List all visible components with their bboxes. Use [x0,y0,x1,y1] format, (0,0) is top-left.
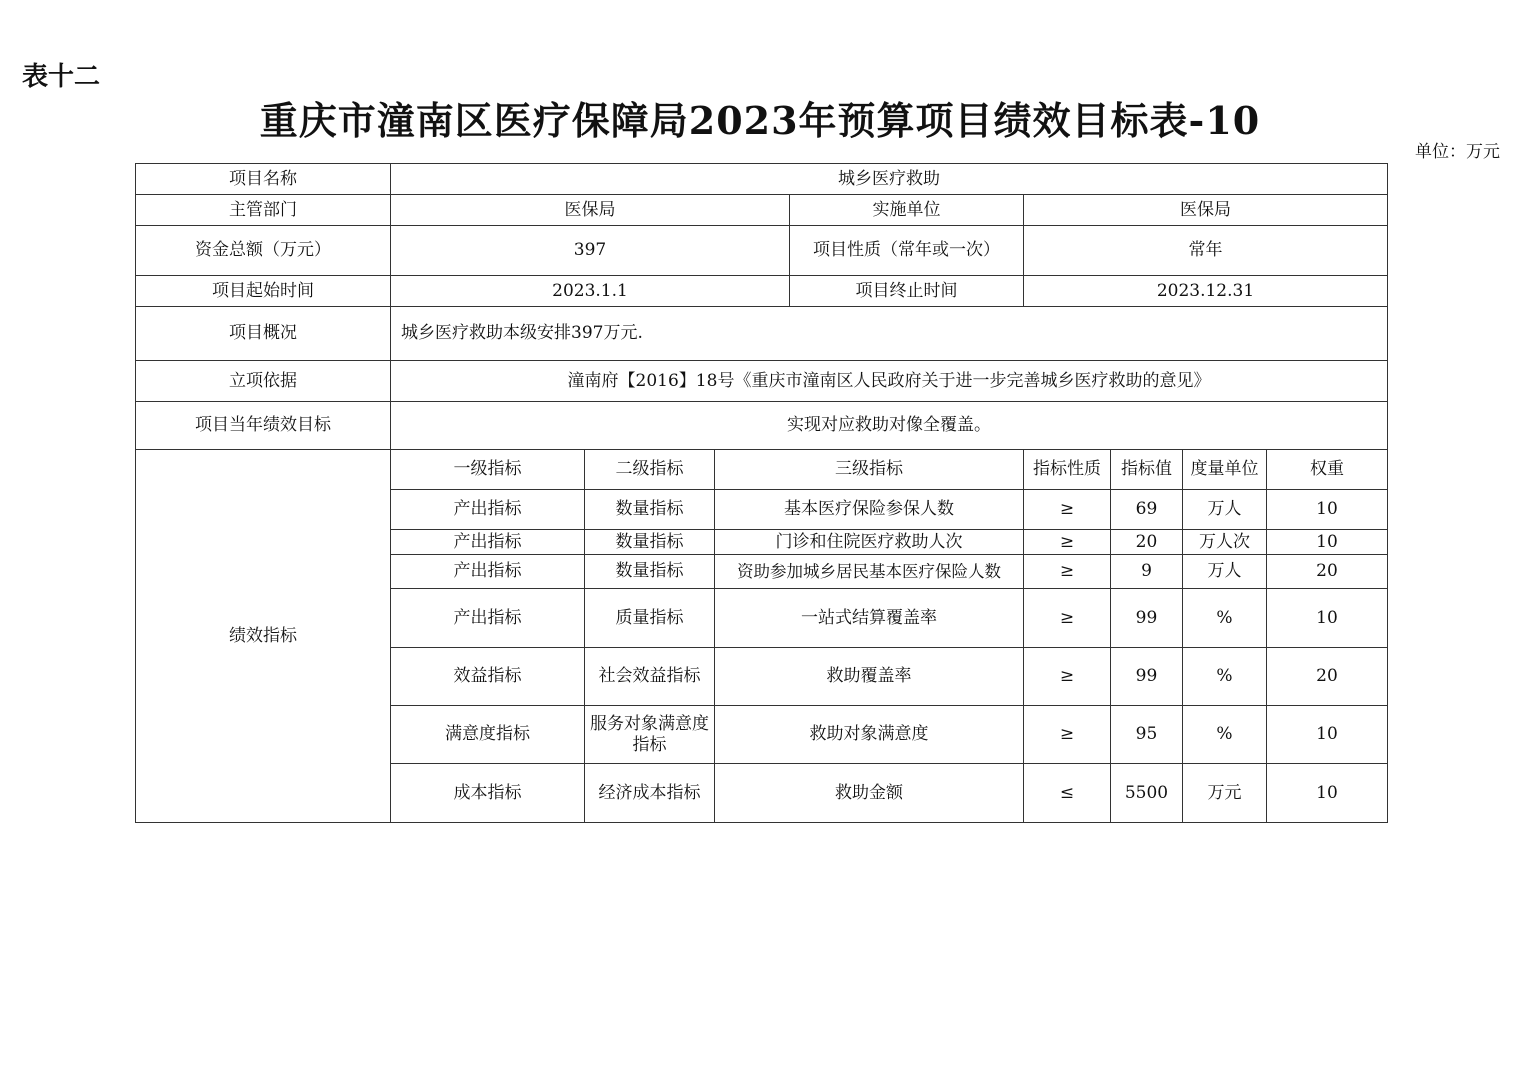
level3-cell: 一站式结算覆盖率 [715,589,1024,648]
level3-cell: 门诊和住院医疗救助人次 [715,530,1024,555]
basis-label: 立项依据 [136,361,391,402]
header-unit: 度量单位 [1183,450,1267,490]
level3-cell: 基本医疗保险参保人数 [715,490,1024,530]
level2-cell: 数量指标 [585,530,715,555]
overview-label: 项目概况 [136,307,391,361]
level1-cell: 效益指标 [391,648,585,706]
start-label: 项目起始时间 [136,276,391,307]
nature-cell: ≥ [1024,555,1111,589]
level1-cell: 产出指标 [391,530,585,555]
level1-cell: 产出指标 [391,490,585,530]
value-cell: 9 [1111,555,1183,589]
level3-cell: 救助覆盖率 [715,648,1024,706]
unit-cell: % [1183,589,1267,648]
weight-cell: 10 [1267,530,1388,555]
unit-label: 单位：万元 [1415,142,1500,162]
value-cell: 20 [1111,530,1183,555]
end-value: 2023.12.31 [1024,276,1388,307]
weight-cell: 10 [1267,764,1388,823]
unit-cell: 万元 [1183,764,1267,823]
overview-value: 城乡医疗救助本级安排397万元. [391,307,1388,361]
weight-cell: 20 [1267,648,1388,706]
impl-unit-label: 实施单位 [790,195,1024,226]
unit-cell: % [1183,648,1267,706]
basis-value: 潼南府【2016】18号《重庆市潼南区人民政府关于进一步完善城乡医疗救助的意见》 [391,361,1388,402]
impl-unit-value: 医保局 [1024,195,1388,226]
unit-cell: 万人次 [1183,530,1267,555]
funds-label: 资金总额（万元） [136,226,391,276]
nature-cell: ≥ [1024,648,1111,706]
dept-value: 医保局 [391,195,790,226]
level2-cell: 数量指标 [585,490,715,530]
project-name-value: 城乡医疗救助 [391,164,1388,195]
weight-cell: 10 [1267,706,1388,764]
row-basis [136,361,1388,402]
nature-cell: ≥ [1024,530,1111,555]
level2-cell: 质量指标 [585,589,715,648]
row-period [136,276,1388,307]
indicator-header-row [136,450,1388,490]
row-goal [136,402,1388,450]
level2-cell: 经济成本指标 [585,764,715,823]
unit-cell: % [1183,706,1267,764]
weight-cell: 20 [1267,555,1388,589]
goal-label: 项目当年绩效目标 [136,402,391,450]
level2-cell: 服务对象满意度指标 [585,706,715,764]
page-title: 重庆市潼南区医疗保障局2023年预算项目绩效目标表-10 [259,98,1261,143]
header-nature: 指标性质 [1024,450,1111,490]
header-level1: 一级指标 [391,450,585,490]
start-value: 2023.1.1 [391,276,790,307]
level3-cell: 救助对象满意度 [715,706,1024,764]
goal-value: 实现对应救助对像全覆盖。 [391,402,1388,450]
header-weight: 权重 [1267,450,1388,490]
indicators-section-label: 绩效指标 [136,450,391,823]
funds-value: 397 [391,226,790,276]
value-cell: 69 [1111,490,1183,530]
dept-label: 主管部门 [136,195,391,226]
performance-table [135,163,1388,823]
level1-cell: 产出指标 [391,555,585,589]
header-level3: 三级指标 [715,450,1024,490]
value-cell: 99 [1111,648,1183,706]
level3-cell: 救助金额 [715,764,1024,823]
nature-value: 常年 [1024,226,1388,276]
nature-cell: ≥ [1024,589,1111,648]
header-value: 指标值 [1111,450,1183,490]
end-label: 项目终止时间 [790,276,1024,307]
row-project-name [136,164,1388,195]
value-cell: 5500 [1111,764,1183,823]
nature-label: 项目性质（常年或一次） [790,226,1024,276]
nature-cell: ≤ [1024,764,1111,823]
table-number-label: 表十二 [22,62,101,92]
weight-cell: 10 [1267,589,1388,648]
unit-cell: 万人 [1183,490,1267,530]
unit-cell: 万人 [1183,555,1267,589]
nature-cell: ≥ [1024,490,1111,530]
nature-cell: ≥ [1024,706,1111,764]
level2-cell: 社会效益指标 [585,648,715,706]
value-cell: 99 [1111,589,1183,648]
header-level2: 二级指标 [585,450,715,490]
level3-cell: 资助参加城乡居民基本医疗保险人数 [715,555,1024,589]
level1-cell: 成本指标 [391,764,585,823]
level1-cell: 满意度指标 [391,706,585,764]
value-cell: 95 [1111,706,1183,764]
project-name-label: 项目名称 [136,164,391,195]
weight-cell: 10 [1267,490,1388,530]
row-overview [136,307,1388,361]
row-department [136,195,1388,226]
level1-cell: 产出指标 [391,589,585,648]
row-funds [136,226,1388,276]
level2-cell: 数量指标 [585,555,715,589]
